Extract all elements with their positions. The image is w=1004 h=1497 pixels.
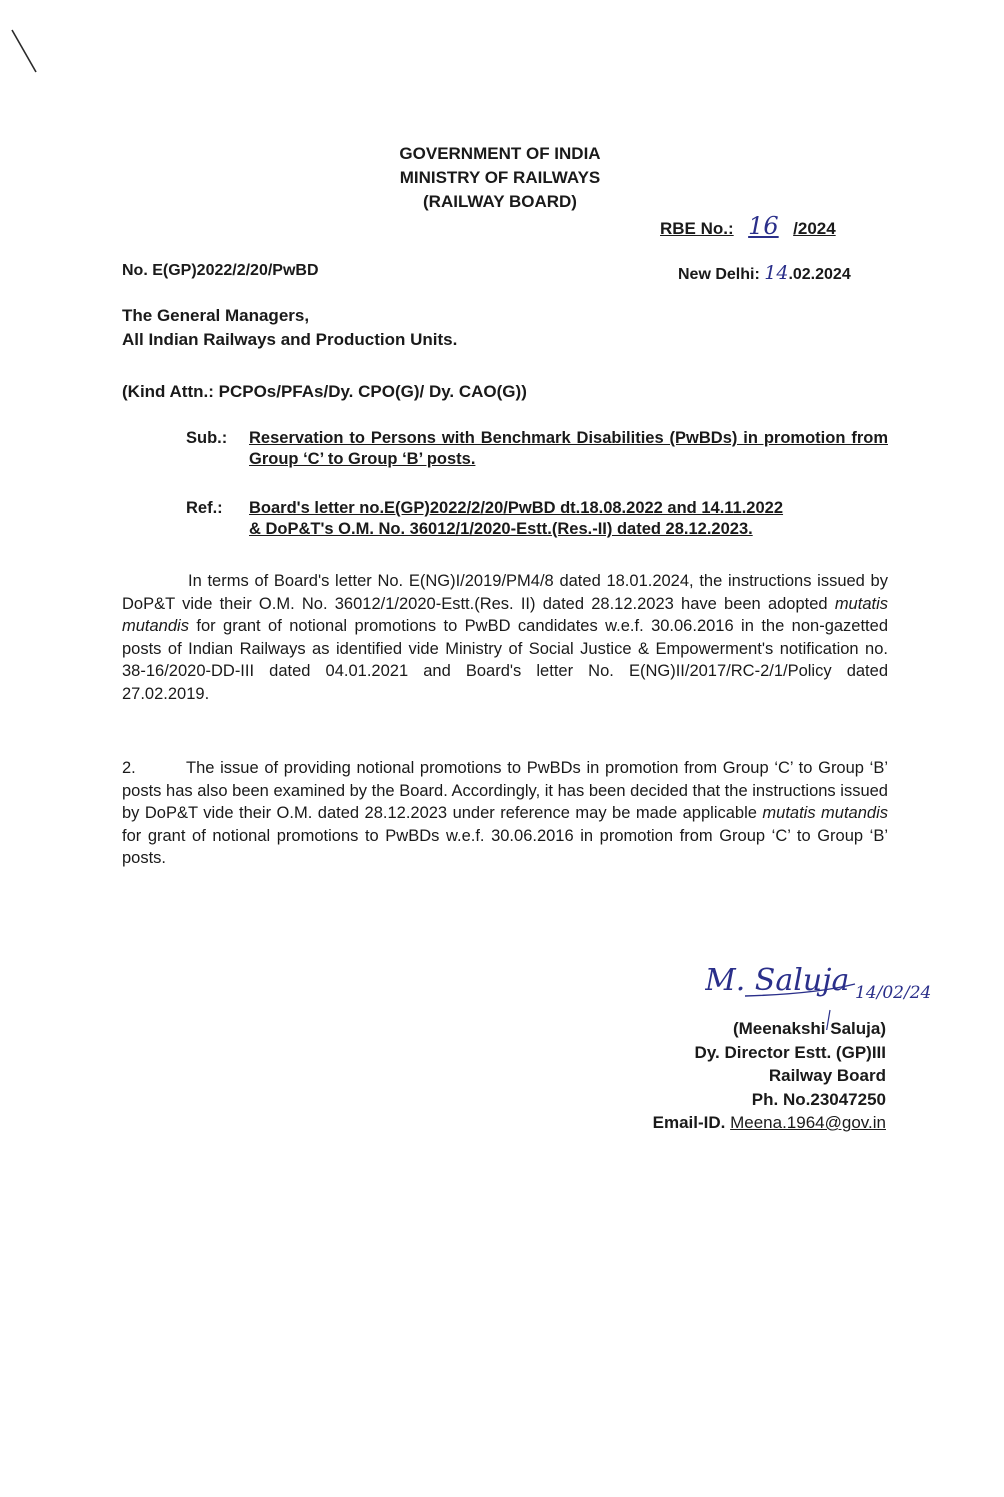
rbe-number: [660, 212, 836, 240]
letterhead-government: GOVERNMENT OF INDIA: [399, 144, 601, 163]
kind-attention: (Kind Attn.: PCPOs/PFAs/Dy. CPO(G)/ Dy. CAO(G)): [122, 382, 527, 401]
reference: [186, 498, 888, 540]
subject-label: Sub.:: [186, 429, 228, 447]
paragraph-2-emphasis: mutatis mutandis: [762, 804, 889, 822]
paragraph-1-part-2: for grant of notional promotions to PwBD candidates w.e.f. 30.06.2016 in the non-gazetted posts of Indian Railways as identified vide Ministry of Social Justice & Empowerment's notification no. 38-16/2020-DD-III dated 04.01.2021 and Board's letter No. E(NG)II/2017/RC-2/1/Policy dated 27.02.2019.: [122, 617, 888, 703]
letterhead-board: (RAILWAY BOARD): [423, 192, 577, 211]
rbe-handwritten-number: 16: [748, 212, 779, 240]
place-date: [678, 262, 851, 284]
signature-date: 14/02/24: [855, 983, 932, 1003]
signatory-details: [610, 1017, 886, 1135]
paragraph-1: [122, 570, 888, 705]
phone-number: 23047250: [810, 1089, 886, 1109]
phone-label: Ph. No.: [751, 1089, 811, 1109]
email-link[interactable]: Meena.1964@gov.in: [730, 1113, 886, 1132]
signatory-name: (Meenakshi Saluja): [732, 1019, 886, 1038]
subject: [186, 428, 888, 470]
paragraph-1-part-1: In terms of Board's letter No. E(NG)I/2019/PM4/8 dated 18.01.2024, the instructions issued by DoP&T vide their O.M. No. 36012/1/2020-Estt.(Res. II) dated 28.12.2023 have been adopted: [122, 572, 888, 613]
rbe-label: RBE No.:: [660, 219, 734, 238]
signatory-designation: Dy. Director Estt. (GP)III: [694, 1042, 886, 1062]
signatory-office: Railway Board: [768, 1066, 886, 1085]
reference-line-1: Board's letter no.E(GP)2022/2/20/PwBD dt.18.08.2022 and 14.11.2022: [249, 499, 784, 517]
addressee-line-1: The General Managers,: [122, 306, 310, 325]
addressee-line-2: All Indian Railways and Production Units.: [122, 330, 458, 349]
paragraph-2-number: 2.: [122, 759, 136, 777]
paragraph-2-part-1: The issue of providing notional promotions to PwBDs in promotion from Group ‘C’ to Group ‘B’ posts has also been examined by the Board. Accordingly, it has been decided that the instructions issued by DoP&T vide their O.M. dated 28.12.2023 under reference may be made applicable: [122, 759, 888, 822]
file-number: No. E(GP)2022/2/20/PwBD: [122, 262, 319, 279]
paragraph-2-part-2: for grant of notional promotions to PwBDs w.e.f. 30.06.2016 in promotion from Group ‘C’ to Group ‘B’ posts.: [122, 826, 888, 867]
addressee: [122, 304, 457, 352]
pen-stroke-mark: [10, 28, 40, 78]
signatory-email: [610, 1111, 886, 1135]
paragraph-2: [122, 757, 888, 870]
reference-line-2: & DoP&T's O.M. No. 36012/1/2020-Estt.(Res.-II) dated 28.12.2023.: [249, 520, 753, 538]
letterhead: [360, 142, 640, 214]
date-handwritten-day: 14: [764, 262, 789, 284]
reference-label: Ref.:: [186, 499, 223, 517]
place-label: New Delhi:: [678, 266, 760, 283]
date-rest: .02.2024: [788, 266, 851, 283]
signatory-phone: [610, 1088, 886, 1112]
letterhead-ministry: MINISTRY OF RAILWAYS: [399, 168, 601, 187]
signature-text: M. Saluja: [705, 963, 850, 998]
subject-text: Reservation to Persons with Benchmark Disabilities (PwBDs) in promotion from Group ‘C’ to Group ‘B’ posts.: [249, 429, 888, 468]
rbe-year: /2024: [793, 219, 836, 238]
email-label: Email-ID.: [652, 1113, 726, 1132]
paragraph-1-emphasis: mutatis mutandis: [122, 594, 888, 635]
